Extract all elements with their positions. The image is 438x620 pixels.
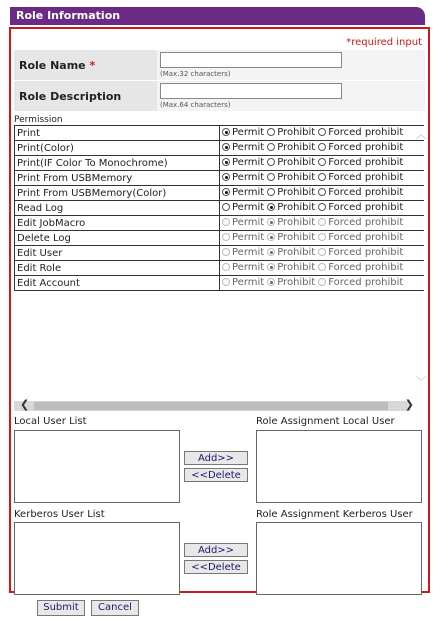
required-star: * (89, 58, 96, 72)
kerberos-user-list-label: Kerberos User List (14, 509, 105, 520)
radio-button (318, 278, 326, 286)
option-label: Forced prohibit (328, 141, 404, 153)
kerberos-user-listbox[interactable] (14, 522, 180, 595)
permission-name: Print From USBMemory(Color) (15, 186, 220, 201)
local-user-list-label: Local User List (14, 416, 87, 427)
permission-option (222, 262, 264, 273)
radio-button[interactable] (267, 158, 275, 166)
horizontal-scrollbar[interactable] (14, 398, 414, 411)
radio-button (318, 248, 326, 256)
permission-option (222, 277, 264, 288)
scroll-down-icon[interactable]: ﹀ (416, 377, 426, 388)
option-label: Permit (232, 201, 265, 213)
role-description-cell (157, 81, 425, 111)
permission-row (15, 186, 425, 201)
option-label: Prohibit (277, 171, 316, 183)
option-label: Forced prohibit (328, 261, 404, 273)
radio-button (267, 233, 275, 241)
option-label: Permit (232, 246, 265, 258)
permission-option[interactable] (318, 202, 403, 213)
permission-option[interactable] (222, 142, 264, 153)
required-note: *required input (346, 37, 422, 48)
option-label: Prohibit (277, 186, 316, 198)
permission-option (318, 217, 403, 228)
permission-option[interactable] (222, 157, 264, 168)
role-description-hint: (Max.64 characters) (160, 101, 231, 109)
permission-row (15, 171, 425, 186)
permission-row (15, 141, 425, 156)
radio-button (318, 263, 326, 271)
radio-button (222, 278, 230, 286)
radio-button (267, 263, 275, 271)
role-assignment-kerberos-listbox[interactable] (256, 522, 422, 595)
radio-button[interactable] (222, 143, 230, 151)
scroll-right-icon[interactable]: ❯ (404, 398, 414, 411)
radio-button[interactable] (222, 188, 230, 196)
radio-button[interactable] (318, 203, 326, 211)
radio-button (267, 278, 275, 286)
permission-option (267, 247, 315, 258)
permission-option[interactable] (222, 172, 264, 183)
permission-option (267, 232, 315, 243)
local-add-button[interactable]: Add>> (184, 451, 248, 465)
radio-button (318, 233, 326, 241)
permission-option[interactable] (222, 187, 264, 198)
permission-name: Edit User (15, 246, 220, 261)
permission-row (15, 201, 425, 216)
option-label: Permit (232, 216, 265, 228)
cancel-button[interactable]: Cancel (91, 600, 139, 616)
section-title: Role Information (16, 9, 121, 22)
radio-button[interactable] (267, 203, 275, 211)
permission-label: Permission (14, 115, 63, 125)
scroll-up-icon[interactable]: ︿ (416, 130, 426, 141)
permission-name: Print(Color) (15, 141, 220, 156)
section-header (10, 7, 425, 25)
option-label: Permit (232, 141, 265, 153)
radio-button[interactable] (318, 128, 326, 136)
option-label: Prohibit (277, 231, 316, 243)
role-assignment-local-listbox[interactable] (256, 430, 422, 503)
permission-options (220, 231, 425, 246)
vertical-scrollbar[interactable] (415, 126, 426, 388)
option-label: Permit (232, 156, 265, 168)
permission-options (220, 246, 425, 261)
role-name-cell (157, 50, 425, 80)
option-label: Permit (232, 186, 265, 198)
permission-row (15, 246, 425, 261)
radio-button[interactable] (222, 128, 230, 136)
permission-option[interactable] (267, 172, 315, 183)
radio-button[interactable] (222, 158, 230, 166)
kerberos-delete-button[interactable]: <<Delete (184, 560, 248, 574)
permission-option (222, 247, 264, 258)
permission-options (220, 171, 425, 186)
option-label: Prohibit (277, 216, 316, 228)
local-delete-button[interactable]: <<Delete (184, 468, 248, 482)
permission-name: Delete Log (15, 231, 220, 246)
role-name-hint: (Max.32 characters) (160, 70, 231, 78)
permission-option (267, 277, 315, 288)
role-assignment-kerberos-label: Role Assignment Kerberos User (256, 509, 413, 520)
role-description-input[interactable] (160, 83, 342, 99)
permission-option (222, 232, 264, 243)
permission-option (318, 277, 403, 288)
option-label: Permit (232, 171, 265, 183)
radio-button (222, 218, 230, 226)
option-label: Permit (232, 126, 265, 138)
permission-row (15, 126, 425, 141)
option-label: Forced prohibit (328, 201, 404, 213)
radio-button (222, 233, 230, 241)
permission-options (220, 216, 425, 231)
option-label: Prohibit (277, 156, 316, 168)
permission-option[interactable] (222, 202, 264, 213)
permission-name: Edit Account (15, 276, 220, 291)
option-label: Prohibit (277, 141, 316, 153)
permission-name: Print (15, 126, 220, 141)
option-label: Forced prohibit (328, 276, 404, 288)
permission-options (220, 186, 425, 201)
radio-button[interactable] (267, 143, 275, 151)
permission-row (15, 276, 425, 291)
permission-name: Print(IF Color To Monochrome) (15, 156, 220, 171)
horizontal-scroll-thumb[interactable] (34, 402, 388, 410)
radio-button[interactable] (318, 188, 326, 196)
permission-name: Print From USBMemory (15, 171, 220, 186)
option-label: Forced prohibit (328, 216, 404, 228)
permission-row (15, 216, 425, 231)
permission-table (14, 125, 424, 291)
permission-option[interactable] (318, 157, 403, 168)
option-label: Forced prohibit (328, 246, 404, 258)
radio-button (267, 218, 275, 226)
option-label: Forced prohibit (328, 156, 404, 168)
radio-button (222, 248, 230, 256)
radio-button[interactable] (318, 158, 326, 166)
permission-name: Read Log (15, 201, 220, 216)
permission-row (15, 156, 425, 171)
permission-options (220, 276, 425, 291)
permission-option (318, 247, 403, 258)
permission-option (267, 217, 315, 228)
permission-row (15, 261, 425, 276)
option-label: Forced prohibit (328, 231, 404, 243)
permission-option[interactable] (267, 157, 315, 168)
permission-option (267, 262, 315, 273)
permission-option[interactable] (318, 187, 403, 198)
permission-option[interactable] (267, 142, 315, 153)
permission-option (318, 232, 403, 243)
radio-button[interactable] (222, 203, 230, 211)
permission-option (222, 217, 264, 228)
radio-button (267, 248, 275, 256)
kerberos-add-button[interactable]: Add>> (184, 543, 248, 557)
permission-options (220, 156, 425, 171)
option-label: Forced prohibit (328, 126, 404, 138)
role-name-input[interactable] (160, 52, 342, 68)
radio-button[interactable] (318, 173, 326, 181)
radio-button (318, 218, 326, 226)
submit-button[interactable]: Submit (37, 600, 85, 616)
role-assignment-local-label: Role Assignment Local User (256, 416, 395, 427)
permission-option[interactable] (318, 172, 403, 183)
role-name-row (14, 50, 425, 81)
permission-options (220, 201, 425, 216)
role-form-frame (9, 27, 430, 593)
permission-option (318, 262, 403, 273)
option-label: Forced prohibit (328, 186, 404, 198)
permission-option[interactable] (222, 127, 264, 138)
radio-button[interactable] (267, 173, 275, 181)
permission-options (220, 261, 425, 276)
radio-button[interactable] (222, 173, 230, 181)
option-label: Prohibit (277, 246, 316, 258)
permission-option[interactable] (267, 187, 315, 198)
scroll-left-icon[interactable]: ❮ (20, 398, 30, 411)
option-label: Forced prohibit (328, 171, 404, 183)
radio-button (222, 263, 230, 271)
option-label: Permit (232, 231, 265, 243)
radio-button[interactable] (267, 188, 275, 196)
permission-options (220, 126, 425, 141)
local-user-listbox[interactable] (14, 430, 180, 503)
radio-button[interactable] (318, 143, 326, 151)
role-description-label: Role Description (14, 81, 157, 111)
permission-scroll-area[interactable] (14, 125, 424, 430)
option-label: Permit (232, 261, 265, 273)
permission-row (15, 231, 425, 246)
option-label: Permit (232, 276, 265, 288)
option-label: Prohibit (277, 276, 316, 288)
role-description-row (14, 81, 425, 112)
role-info-table (14, 50, 425, 112)
permission-option[interactable] (318, 127, 403, 138)
role-name-label: Role Name * (14, 50, 157, 80)
option-label: Prohibit (277, 261, 316, 273)
permission-option[interactable] (267, 202, 315, 213)
option-label: Prohibit (277, 126, 316, 138)
permission-option[interactable] (318, 142, 403, 153)
permission-name: Edit Role (15, 261, 220, 276)
radio-button[interactable] (267, 128, 275, 136)
option-label: Prohibit (277, 201, 316, 213)
permission-option[interactable] (267, 127, 315, 138)
permission-options (220, 141, 425, 156)
permission-name: Edit JobMacro (15, 216, 220, 231)
